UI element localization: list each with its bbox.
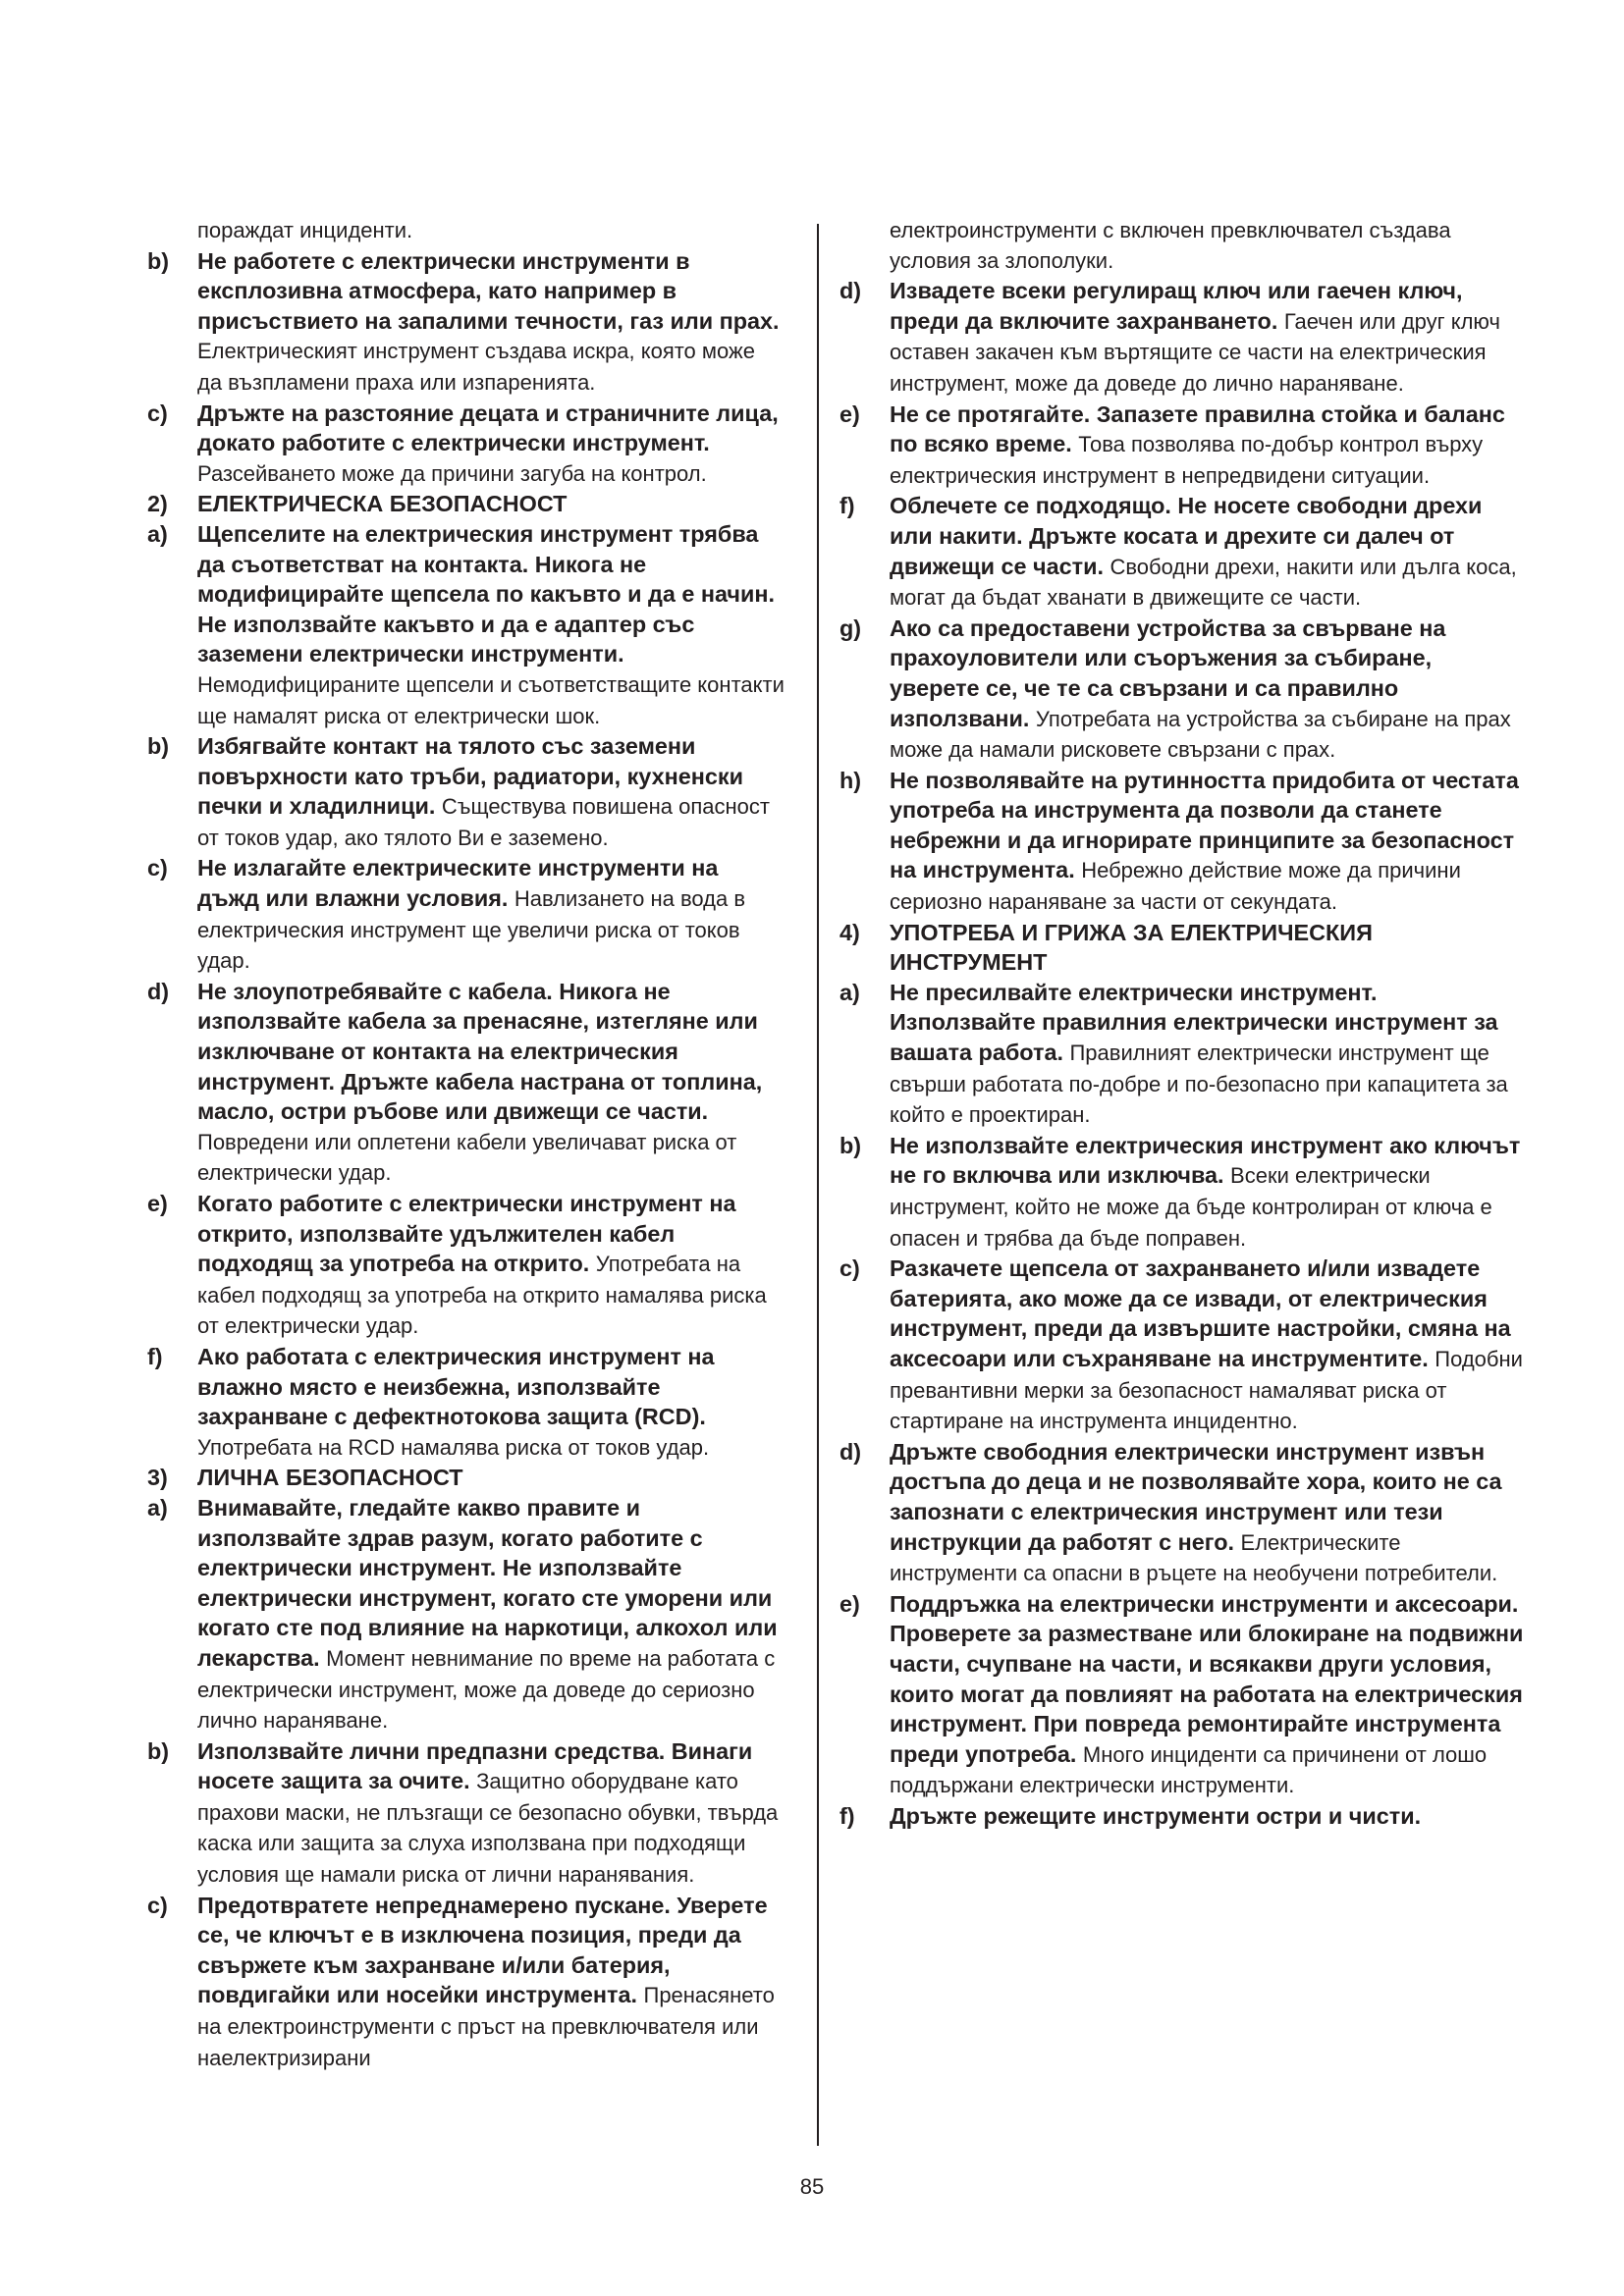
item-heading: Предотвратете непреднамерено пускане. Уверете се, че ключът е в изключена позиция, преди да свържете към захранване и/или батерия, повдигайки или носейки инструмента.: [197, 1892, 768, 2008]
item-label: d): [839, 278, 862, 304]
continued-text: пораждат инциденти.: [197, 218, 413, 242]
item-text: Употребата на устройства за събиране на прах може да намали рисковете свързани с прах.: [890, 706, 1511, 763]
item-heading: Не използвайте електрическия инструмент ако ключът не го включва или изключва.: [890, 1132, 1521, 1189]
item-text: Небрежно действие може да причини сериозно нараняване за части от секундата.: [890, 858, 1461, 915]
item-label: c): [839, 1255, 860, 1282]
list-item: [839, 400, 1527, 492]
item-text: Разсейването може да причини загуба на контрол.: [197, 460, 707, 486]
list-item: [147, 731, 785, 853]
item-label: h): [839, 767, 862, 793]
list-item: [839, 614, 1527, 766]
list-item: [147, 1736, 785, 1891]
list-item: [839, 1801, 1527, 1832]
item-text: Повредени или оплетени кабели увеличават риска от електрически удар.: [197, 1129, 737, 1186]
item-heading: Не излагайте електрическите инструменти на дъжд или влажни условия.: [197, 855, 719, 912]
item-label: f): [839, 1802, 855, 1829]
list-item: [147, 1189, 785, 1342]
item-text: Момент невнимание по време на работата с електрически инструмент, може да доведе до сериозно лично нараняване.: [197, 1645, 776, 1734]
item-heading: Дръжте на разстояние децата и страничните лица, докато работите с електрически инструмент.: [197, 400, 779, 456]
item-text: Съществува повишена опасност от токов удар, ако тялото Ви е заземено.: [197, 794, 770, 850]
left-column: [147, 216, 785, 2073]
section-title: ЕЛЕКТРИЧЕСКА БЕЗОПАСНОСТ: [197, 491, 568, 517]
section-number: 4): [839, 919, 860, 945]
right-column: [839, 216, 1527, 1831]
item-label: d): [839, 1438, 862, 1465]
item-label: f): [839, 493, 855, 519]
item-heading: Извадете всеки регулиращ ключ или гаечен ключ, преди да включите захранването.: [890, 278, 1463, 334]
list-item: [147, 853, 785, 976]
item-heading: Не пресилвайте електрически инструмент. Използвайте правилния електрически инструмент за вашата работа.: [890, 979, 1498, 1066]
item-heading: Ако са предоставени устройства за свърване на прахоуловители или съоръжения за събиране, уверете се, че те са свързани и са правилно използвани.: [890, 614, 1446, 731]
item-heading: Дръжте режещите инструменти остри и чисти.: [890, 1802, 1422, 1829]
section-title: ЛИЧНА БЕЗОПАСНОСТ: [197, 1465, 463, 1491]
item-heading: Използвайте лични предпазни средства. Винаги носете защита за очите.: [197, 1737, 753, 1794]
list-item: [147, 399, 785, 490]
item-text: Правилният електрически инструмент ще свърши работата по-добре и по-безопасно при капацитета за който е проектиран.: [890, 1041, 1508, 1128]
list-item: [839, 1131, 1527, 1254]
item-text: Пренасянето на електроинструменти с пръст на превключвателя или наелектризирани: [197, 1983, 775, 2070]
item-text: Свободни дрехи, накити или дълга коса, могат да бъдат хванати в движещите се части.: [890, 554, 1517, 611]
list-item: [147, 1891, 785, 2074]
item-label: d): [147, 978, 170, 1004]
list-item: [147, 977, 785, 1189]
item-heading: Ако работата с електрическия инструмент на влажно място е неизбежна, използвайте захранване с дефектнотокова защита (RCD).: [197, 1343, 715, 1430]
item-label: b): [147, 733, 170, 760]
list-item: [147, 246, 785, 399]
item-text: Защитно оборудване като прахови маски, не плъзгащи се безопасно обувки, твърда каска или защита за слуха използвана при подходящи условия ще намали риска от лични наранявания.: [197, 1769, 779, 1888]
continued-text: електроинструменти с включен превключвател създава условия за злополуки.: [890, 218, 1451, 273]
item-label: b): [147, 247, 170, 274]
list-item: [147, 519, 785, 731]
item-heading: Не позволявайте на рутинността придобита от честата употреба на инструмента да позволи да станете небрежни и да игнорирате принципите за безопасност на инструмента.: [890, 767, 1519, 883]
section-heading: [839, 918, 1527, 978]
item-text: Гаечен или друг ключ оставен закачен към въртящите се части на електрическия инструмент, може да доведе до лично нараняване.: [890, 308, 1500, 396]
item-label: e): [839, 1590, 860, 1617]
page-number: 85: [799, 2174, 825, 2199]
item-text: Употребата на RCD намалява риска от токов удар.: [197, 1434, 710, 1460]
section-number: 2): [147, 491, 168, 517]
item-text: Електрическите инструменти са опасни в ръцете на необучени потребители.: [890, 1529, 1498, 1586]
section-heading: [147, 489, 785, 519]
list-item: [147, 1342, 785, 1463]
item-heading: Облечете се подходящо. Не носете свободни дрехи или накити. Дръжте косата и дрехите си далеч от движещи се части.: [890, 493, 1483, 579]
item-label: e): [147, 1191, 168, 1216]
list-item: [839, 1437, 1527, 1589]
item-label: f): [147, 1343, 163, 1369]
item-text: Електрическият инструмент създава искра, която може да възпламени праха или изпаренията.: [197, 339, 755, 395]
item-label: a): [147, 1494, 168, 1521]
item-heading: Поддръжка на електрически инструменти и аксесоари. Проверете за разместване или блокиране на подвижни части, счупване на части, и всякакви други условия, които могат да повлияят на работата на електрическия инструмент. При повреда ремонтирайте инструмента преди употреба.: [890, 1590, 1524, 1767]
column-divider: [817, 224, 819, 2146]
item-label: c): [147, 400, 168, 426]
section-number: 3): [147, 1465, 168, 1491]
item-heading: Внимавайте, гледайте какво правите и използвайте здрав разум, когато работите с електрически инструмент. Не използвайте електрически инструмент, когато сте уморени или когато сте под влияние на наркотици, алкохол или лекарства.: [197, 1494, 778, 1671]
item-label: b): [147, 1737, 170, 1764]
item-text: Немодифицираните щепсели и съответстващите контакти ще намалят риска от електрически шок.: [197, 671, 785, 728]
list-item: [839, 1254, 1527, 1437]
item-label: b): [839, 1132, 862, 1158]
list-item: [839, 978, 1527, 1131]
item-text: Това позволява по-добър контрол върху електрическия инструмент в непредвидени ситуации.: [890, 432, 1484, 488]
item-heading: Щепселите на електрическия инструмент трябва да съответстват на контакта. Никога не модифицирайте щепсела по какъвто и да е начин. Не използвайте какъвто и да е адаптер със заземени електрически инструменти.: [197, 520, 775, 667]
item-label: c): [147, 1892, 168, 1918]
item-heading: Дръжте свободния електрически инструмент извън достъпа до деца и не позволявайте хора, които не са запознати с електрическия инструмент или тези инструкции да работят с него.: [890, 1438, 1502, 1555]
item-heading: Когато работите с електрически инструмент на открито, използвайте удължителен кабел подходящ за употреба на открито.: [197, 1191, 736, 1277]
item-label: g): [839, 614, 862, 641]
list-item: [839, 491, 1527, 613]
list-item: [147, 1493, 785, 1736]
item-text: Употребата на кабел подходящ за употреба на открито намалява риска от електрически удар.: [197, 1252, 767, 1339]
item-text: Много инциденти са причинени от лошо поддържани електрически инструменти.: [890, 1741, 1488, 1798]
item-text: Навлизането на вода в електрическия инструмент ще увеличи риска от токов удар.: [197, 886, 746, 974]
list-item: [839, 766, 1527, 918]
item-label: e): [839, 400, 860, 427]
item-label: a): [147, 520, 168, 547]
item-heading: Разкачете щепсела от захранването и/или извадете батерията, ако може да се извади, от електрическия инструмент, преди да извършите настройки, смяна на аксесоари или съхраняване на инструментите.: [890, 1255, 1511, 1371]
item-text: Всеки електрически инструмент, който не може да бъде контролиран от ключа е опасен и трябва да бъде поправен.: [890, 1163, 1492, 1251]
item-heading: Избягвайте контакт на тялото със заземени повърхности като тръби, радиатори, кухненски печки и хладилници.: [197, 733, 743, 820]
item-label: a): [839, 979, 860, 1005]
section-title: УПОТРЕБА И ГРИЖА ЗА ЕЛЕКТРИЧЕСКИЯ ИНСТРУМЕНТ: [890, 919, 1373, 976]
item-heading: Не работете с електрически инструменти в експлозивна атмосфера, като например в присъствието на запалими течности, газ или прах.: [197, 247, 780, 334]
list-item: [839, 1589, 1527, 1801]
item-label: c): [147, 855, 168, 881]
item-text: Подобни превантивни мерки за безопасност намаляват риска от стартиране на инструмента инцидентно.: [890, 1346, 1523, 1434]
item-heading: Не се протягайте. Запазете правилна стойка и баланс по всяко време.: [890, 400, 1505, 457]
item-heading: Не злоупотребявайте с кабела. Никога не използвайте кабела за пренасяне, изтегляне или изключване от контакта на електрическия инструмент. Дръжте кабела настрана от топлина, масло, остри ръбове или движещи се части.: [197, 978, 763, 1125]
section-heading: [147, 1463, 785, 1493]
list-item: [839, 276, 1527, 399]
